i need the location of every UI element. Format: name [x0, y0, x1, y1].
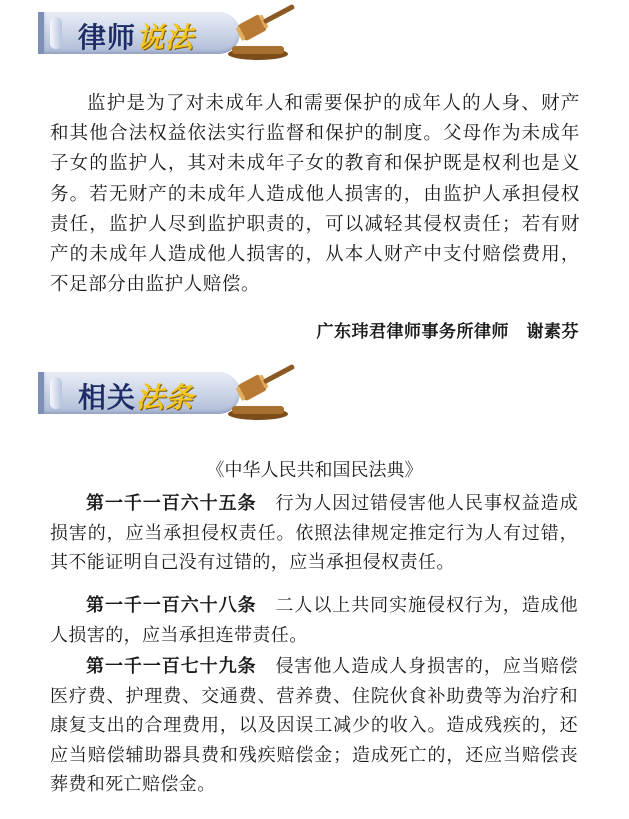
article-text: 二人以上共同实施侵权行为，造成他人损害的，应当承担连带责任。	[50, 595, 578, 646]
law-article	[50, 489, 578, 578]
author-signature: 广东玮君律师事务所律师 谢素芬	[316, 322, 579, 342]
lawyer-commentary-paragraph: 监护是为了对未成年人和需要保护的成年人的人身、财产和其他合法权益依法实行监督和保护的制度。父母作为未成年子女的监护人，其对未成年子女的教育和保护既是权利也是义务。若无财产的未成年人造成他人损害的，由监护人承担侵权责任，监护人尽到监护职责的，可以减轻其侵权责任；若有财产的未成年人造成他人损害的，从本人财产中支付赔偿费用，不足部分由监护人赔偿。	[50, 93, 580, 296]
section-title: 律师说法	[78, 21, 195, 54]
article-text: 侵害他人造成人身损害的，应当赔偿医疗费、护理费、交通费、营养费、住院伙食补助费等为治疗和康复支出的合理费用，以及因误工减少的收入。造成残疾的，还应当赔偿辅助器具费和残疾赔偿金；造成死亡的，还应当赔偿丧葬费和死亡赔偿金。	[50, 656, 578, 795]
section-title: 相关法条	[78, 381, 195, 414]
article-number: 第一千一百六十五条	[86, 493, 257, 514]
gavel-icon	[224, 362, 302, 422]
section-header-lawyer-says	[38, 2, 296, 62]
article-text: 行为人因过错侵害他人民事权益造成损害的，应当承担侵权责任。依照法律规定推定行为人有过错，其不能证明自己没有过错的，应当承担侵权责任。	[50, 493, 578, 573]
section-header-related-provisions	[38, 362, 296, 422]
law-article	[50, 591, 578, 650]
gavel-icon	[224, 2, 302, 62]
article-number: 第一千一百六十八条	[86, 595, 257, 616]
law-article	[50, 652, 578, 800]
article-number: 第一千一百七十九条	[86, 656, 257, 677]
law-title: 《中华人民共和国民法典》	[206, 460, 423, 481]
